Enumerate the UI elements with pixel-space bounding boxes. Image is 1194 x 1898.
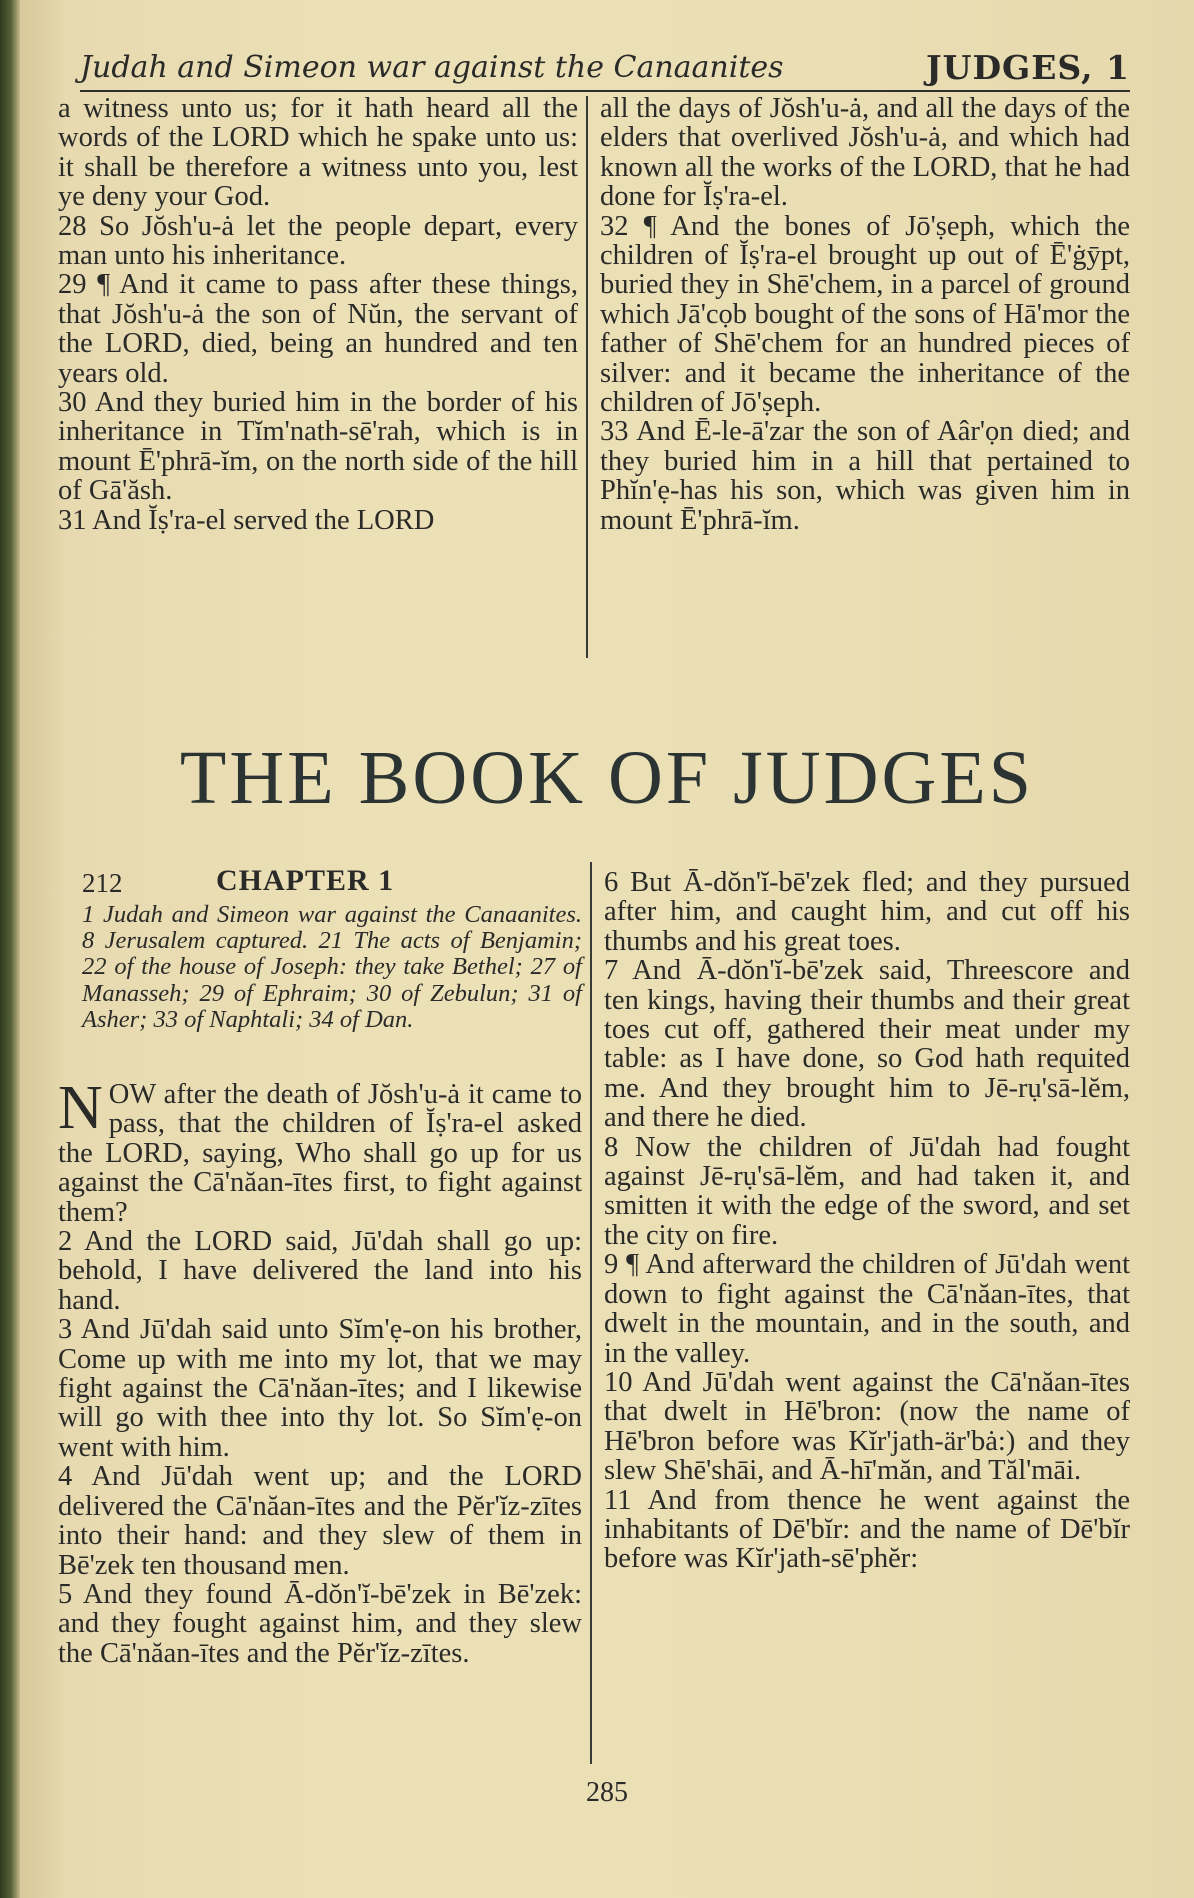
first-verse — [58, 1074, 582, 1228]
column-divider — [586, 96, 588, 658]
verse-paragraph: 28 So Jŏsh'u-ȧ let the people depart, every man unto his inheritance. — [58, 210, 578, 272]
bottom-left-column — [58, 1074, 582, 1669]
verse-paragraph: 6 But Ā-dŏn'ĭ-bē'zek fled; and they pursued after him, and caught him, and cut off his thumbs and his great toes. — [604, 867, 1130, 957]
drop-cap: N — [58, 1074, 103, 1142]
verse-paragraph: 7 And Ā-dŏn'ĭ-bē'zek said, Threescore and ten kings, having their thumbs and their great toes cut off, gathered their meat under my table: as I have done, so God hath requited me. And they brought him to Jē-rụ'sā-lĕm, and there he died. — [604, 955, 1130, 1134]
bible-page — [20, 0, 1194, 1898]
top-left-column — [58, 94, 578, 535]
book-spine-shadow — [0, 0, 20, 1898]
reference-number: 212 — [82, 868, 123, 898]
verse-paragraph: 29 ¶ And it came to pass after these things, that Jŏsh'u-ȧ the son of Nŭn, the servant of the LORD, died, being an hundred and ten years old. — [58, 269, 578, 389]
chapter-summary: 1 Judah and Simeon war against the Canaanites. 8 Jerusalem captured. 21 The acts of Benjamin; 22 of the house of Joseph: they take Bethel; 27 of Manasseh; 29 of Ephraim; 30 of Zebulun; 31 of Asher; 33 of Naphtali; 34 of Dan. — [82, 901, 582, 1033]
running-header — [80, 48, 1130, 92]
column-divider — [590, 862, 592, 1764]
book-title: THE BOOK OF JUDGES — [179, 736, 1035, 820]
verse-paragraph: 3 And Jū'dah said unto Sĭm'ẹ-on his brother, Come up with me into my lot, that we may fight against the Cā'năan-ītes; and I likewise will go with thee into thy lot. So Sĭm'ẹ-on went with him. — [58, 1314, 582, 1463]
verse-paragraph: 11 And from thence he went against the inhabitants of Dē'bĭr: and the name of Dē'bĭr before was Kĭr'jath-sē'phĕr: — [604, 1484, 1130, 1575]
verse-paragraph: 32 ¶ And the bones of Jō'ṣeph, which the children of Ĭṣ'ra-el brought up out of Ē'ġȳpt, buried they in Shē'chem, in a parcel of ground which Jā'cọb bought of the sons of Hā'mor the father of Shē'chem for an hundred pieces of silver: and it became the inheritance of the children of Jō'ṣeph. — [600, 210, 1130, 419]
chapter-heading: CHAPTER 1 — [216, 864, 395, 897]
verse-paragraph: 10 And Jū'dah went against the Cā'năan-ītes that dwelt in Hē'bron: (now the name of Hē'bron before was Kĭr'jath-är'bȧ:) and they slew Shē'shāi, and Ā-hī'măn, and Tăl'māi. — [604, 1366, 1130, 1487]
verse-paragraph: all the days of Jŏsh'u-ȧ, and all the days of the elders that overlived Jŏsh'u-ȧ, and which had known all the works of the LORD, that he had done for Ĭṣ'ra-el. — [600, 93, 1130, 213]
verse-paragraph: 5 And they found Ā-dŏn'ĭ-bē'zek in Bē'zek: and they fought against him, and they slew the Cā'năan-ītes and the Pĕr'ĭz-zītes. — [58, 1578, 582, 1669]
first-verse-text: OW after the death of Jŏsh'u-ȧ it came to pass, that the children of Ĭṣ'ra-el asked the LORD, saying, Who shall go up for us against the Cā'năan-ītes first, to fight against them? — [58, 1079, 582, 1228]
header-topic: Judah and Simeon war against the Canaanites — [80, 50, 784, 85]
verse-paragraph: 33 And Ē-le-ā'zar the son of Aâr'ọn died; and they buried him in a hill that pertained to Phĭn'ẹ-has his son, which was given him in mount Ē'phrā-ĭm. — [600, 416, 1130, 536]
page-number: 285 — [586, 1777, 628, 1808]
bottom-right-column — [604, 868, 1130, 1574]
verse-paragraph: 4 And Jū'dah went up; and the LORD delivered the Cā'năan-ītes and the Pĕr'ĭz-zītes into their hand: and they slew of them in Bē'zek ten thousand men. — [58, 1461, 582, 1581]
verse-paragraph: a witness unto us; for it hath heard all the words of the LORD which he spake unto us: it shall be therefore a witness unto you, lest ye deny your God. — [58, 93, 578, 213]
verse-paragraph: 8 Now the children of Jū'dah had fought against Jē-rụ'sā-lĕm, and had taken it, and smitten it with the edge of the sword, and set the city on fire. — [604, 1131, 1130, 1251]
verse-paragraph: 2 And the LORD said, Jū'dah shall go up: behold, I have delivered the land into his hand. — [58, 1226, 582, 1316]
header-book-chapter: JUDGES, 1 — [926, 48, 1130, 87]
verse-paragraph: 31 And Ĭṣ'ra-el served the LORD — [58, 504, 435, 536]
verse-paragraph: 30 And they buried him in the border of his inheritance in Tĭm'nath-sē'rah, which is in mount Ē'phrā-ĭm, on the north side of the hill of Gā'ăsh. — [58, 387, 578, 507]
verse-paragraph: 9 ¶ And afterward the children of Jū'dah went down to fight against the Cā'năan-ītes, that dwelt in the mountain, and in the south, and in the valley. — [604, 1249, 1130, 1369]
top-right-column — [600, 94, 1130, 535]
chapter-heading-row — [82, 864, 582, 898]
